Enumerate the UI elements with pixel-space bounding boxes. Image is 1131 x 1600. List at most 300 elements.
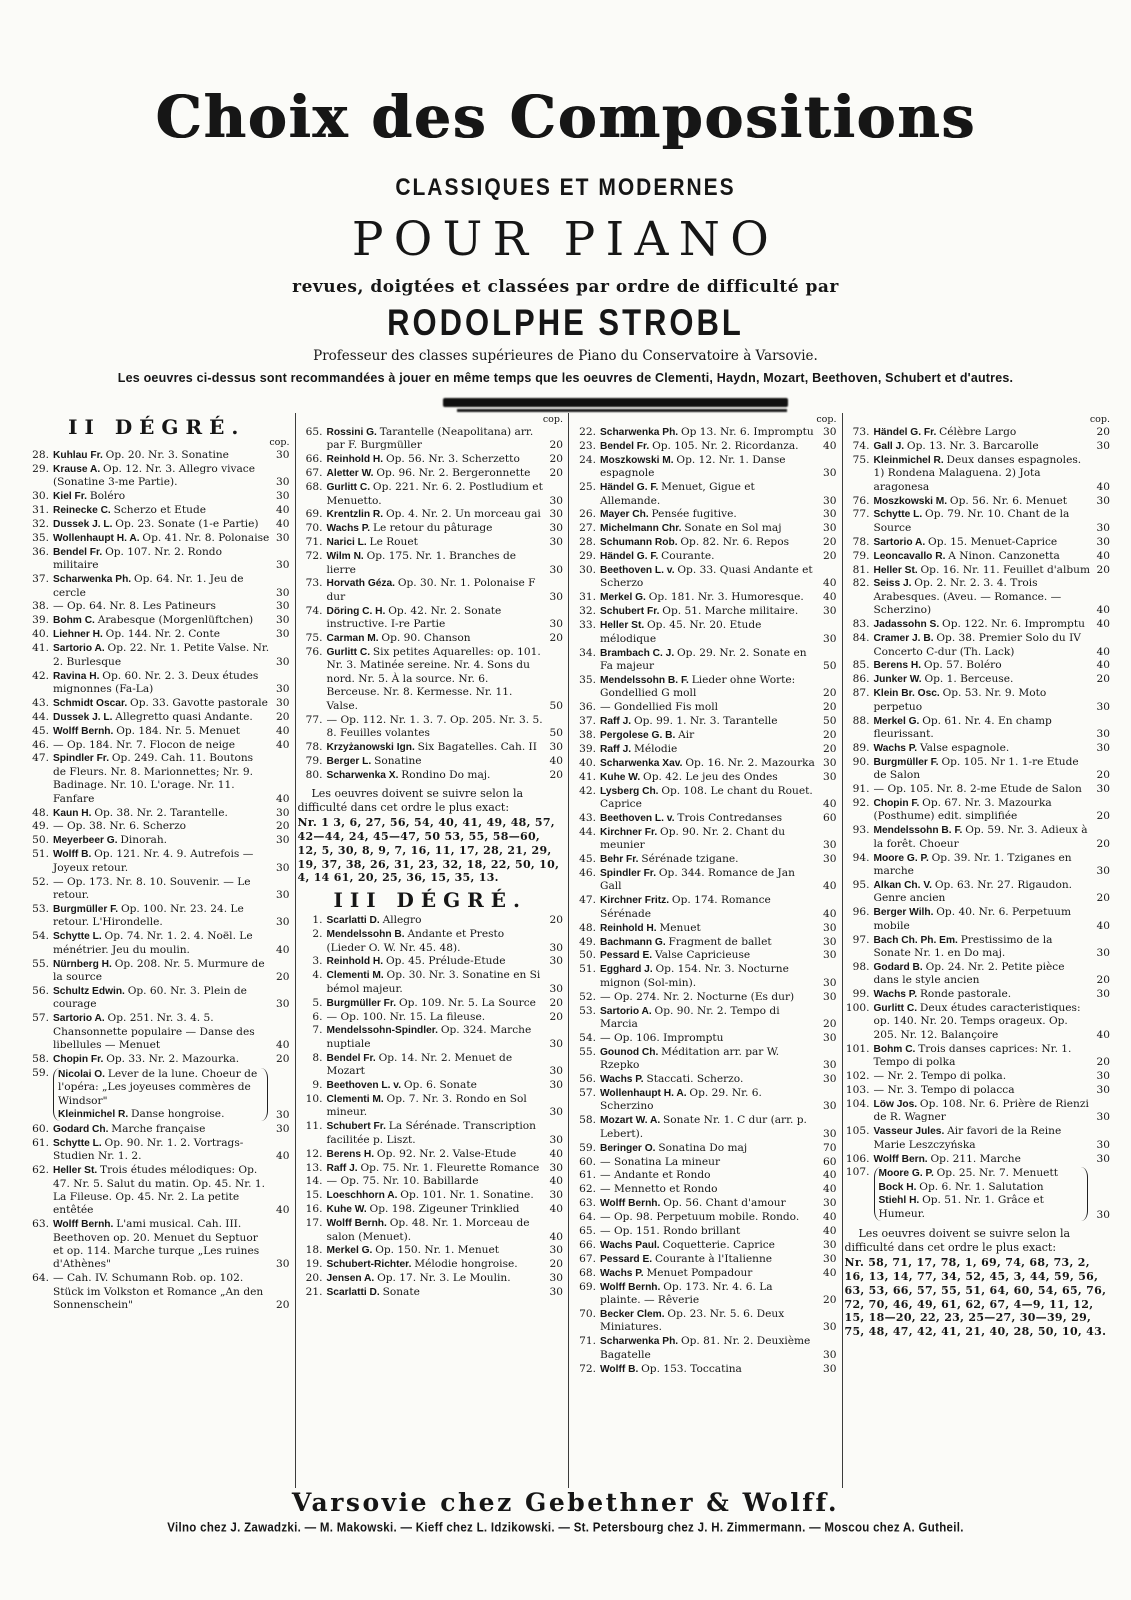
entry-price: 40 xyxy=(823,439,837,452)
entry-title: Händel G. F. Courante. xyxy=(600,550,715,563)
entry-price: 30 xyxy=(1096,494,1110,507)
catalog-entry xyxy=(845,1166,1111,1222)
entry-price: 40 xyxy=(276,943,290,956)
entry-title: Schytte L. Op. 74. Nr. 1. 2. 4. Noël. Le ménétrier. Jeu du moulin. xyxy=(53,930,253,956)
entry-number: 58. xyxy=(32,1052,49,1065)
catalog-entry xyxy=(571,936,837,949)
composer-name: Vasseur Jules. xyxy=(873,1126,948,1138)
entry-title: Bohm C. Trois danses caprices: Nr. 1. Tempo di polka xyxy=(873,1042,1072,1069)
entry-number: 32. xyxy=(32,518,49,531)
entry-title: Egghard J. Op. 154. Nr. 3. Nocturne mignon (Sol-min). xyxy=(600,963,789,989)
entry-number: 102. xyxy=(845,1070,870,1083)
catalog-entry xyxy=(298,1286,564,1299)
entry-price: 30 xyxy=(276,1122,290,1135)
catalog-column-2 xyxy=(296,413,570,1488)
composer-name: Moore G. P. xyxy=(873,852,932,864)
catalog-entry xyxy=(571,949,837,962)
entry-price: 50 xyxy=(823,659,837,672)
ink-smudge-bar xyxy=(443,398,788,407)
entry-price: 40 xyxy=(1096,659,1110,672)
composer-name: Heller St. xyxy=(600,620,647,632)
entry-number: 52. xyxy=(32,875,49,888)
entry-number: 42. xyxy=(579,784,596,797)
entry-title: Wolff Bernh. L'ami musical. Cah. III. Beethoven op. 20. Menuet du Septuor et op. 114. Marche turque „Les ruines d'Athènes" xyxy=(53,1218,260,1271)
catalog-entry xyxy=(298,522,564,535)
entry-price: 30 xyxy=(549,955,563,968)
catalog-entry xyxy=(24,504,290,517)
catalog-entry xyxy=(571,743,837,756)
entry-price: 40 xyxy=(549,1203,563,1216)
composer-name: Wolff B. xyxy=(53,849,95,861)
catalog-entry xyxy=(298,632,564,645)
composer-name: Alkan Ch. V. xyxy=(873,879,935,891)
entry-number: 51. xyxy=(579,963,596,976)
entry-number: 100. xyxy=(845,1002,870,1015)
entry-price: 30 xyxy=(823,1100,837,1113)
entry-number: 104. xyxy=(845,1097,870,1110)
entry-price: 30 xyxy=(823,853,837,866)
composer-name: Schultz Edwin. xyxy=(53,985,128,997)
catalog-entry xyxy=(571,440,837,453)
composer-name: Mozart W. A. xyxy=(600,1115,664,1127)
entry-price: 20 xyxy=(549,453,563,466)
entry-price: 40 xyxy=(1096,645,1110,658)
catalog-entry xyxy=(298,969,564,996)
entry-price: 40 xyxy=(549,1175,563,1188)
entry-number: 17. xyxy=(305,1217,323,1230)
entry-price: 30 xyxy=(549,740,563,753)
catalog-entry xyxy=(298,1011,564,1024)
entry-price: 20 xyxy=(549,914,563,927)
entry-number: 16. xyxy=(305,1203,323,1216)
composer-name: Schmidt Oscar. xyxy=(53,697,131,709)
entry-number: 106. xyxy=(845,1152,870,1165)
entry-title: Scarlatti D. Sonate xyxy=(326,1286,420,1299)
entry-title: Kuhe W. Op. 42. Le jeu des Ondes xyxy=(600,770,778,783)
composer-name: Schytte L. xyxy=(53,931,105,943)
entry-number: 54. xyxy=(579,1031,596,1044)
catalog-entry xyxy=(24,958,290,985)
composer-name: Clementi M. xyxy=(326,970,387,982)
entry-title: Narici L. Le Rouet xyxy=(326,536,418,549)
catalog-entry xyxy=(571,1073,837,1086)
entry-price: 30 xyxy=(823,1059,837,1072)
entry-title: Pessard E. Valse Capricieuse xyxy=(600,949,751,962)
entry-title: Mendelssohn B. F. Op. 59. Nr. 3. Adieux à la forêt. Choeur xyxy=(873,824,1088,850)
catalog-entry xyxy=(571,564,837,591)
entry-title: Moore G. P. Op. 39. Nr. 1. Tziganes en marche xyxy=(873,851,1072,877)
entry-title: Dussek J. L. Allegretto quasi Andante. xyxy=(53,710,253,723)
entry-part: Bock H. Op. 6. Nr. 1. Salutation xyxy=(878,1180,1044,1193)
catalog-entry xyxy=(571,454,837,481)
entry-number: 19. xyxy=(305,1258,323,1271)
composer-name: Burgmüller F. xyxy=(53,903,121,915)
entry-title: Becker Clem. Op. 23. Nr. 5. 6. Deux Miniatures. xyxy=(600,1308,785,1334)
catalog-entry xyxy=(298,481,564,508)
entry-number: 49. xyxy=(579,935,596,948)
entry-number: 80. xyxy=(305,768,323,781)
entry-title: Raff J. Op. 75. Nr. 1. Fleurette Romance xyxy=(326,1161,540,1174)
catalog-entry xyxy=(298,1120,564,1147)
entry-title: Bach Ch. Ph. Em. Prestissimo de la Sonate Nr. 1. en Do maj. xyxy=(873,933,1053,959)
composer-name: Pessard E. xyxy=(600,950,655,962)
entry-number: 40. xyxy=(579,756,596,769)
entry-price: 70 xyxy=(823,1141,837,1154)
catalog-entry xyxy=(571,550,837,563)
entry-number: 36. xyxy=(32,545,49,558)
entry-number: 24. xyxy=(579,453,596,466)
entry-title: Junker W. Op. 1. Berceuse. xyxy=(873,673,1014,686)
catalog-entry xyxy=(298,1079,564,1092)
entry-number: 67. xyxy=(305,467,323,480)
catalog-entry xyxy=(571,536,837,549)
entry-price: 40 xyxy=(823,797,837,810)
entry-number: 84. xyxy=(852,632,870,645)
catalog-entry xyxy=(24,903,290,930)
entry-title: Wollenhaupt H. A. Op. 29. Nr. 6. Scherzino xyxy=(600,1087,762,1113)
entry-number: 53. xyxy=(579,1004,596,1017)
entry-number: 66. xyxy=(579,1238,596,1251)
composer-name: Schubert Fr. xyxy=(326,1121,389,1133)
entry-number: 68. xyxy=(579,1266,596,1279)
entry-number: 81. xyxy=(852,563,870,576)
entry-price: 40 xyxy=(823,1169,837,1182)
price-column-label: cop. xyxy=(269,437,290,448)
entry-price: 30 xyxy=(549,522,563,535)
entry-title: Heller St. Op. 16. Nr. 11. Feuillet d'album xyxy=(873,563,1091,576)
entry-price: 40 xyxy=(276,504,290,517)
catalog-entry xyxy=(571,1308,837,1335)
catalog-entry xyxy=(571,1267,837,1280)
entry-price: 40 xyxy=(549,1230,563,1243)
entry-title: Chopin F. Op. 67. Nr. 3. Mazourka (Posthume) edit. simplifiée xyxy=(873,796,1052,823)
catalog-entry xyxy=(571,1253,837,1266)
entry-number: 66. xyxy=(305,453,323,466)
entry-price: 30 xyxy=(823,921,837,934)
catalog-entry xyxy=(24,1067,290,1123)
composer-name: Reinhold H. xyxy=(600,922,660,934)
composer-name: Scharwenka Xav. xyxy=(600,757,686,769)
entry-title: Gall J. Op. 13. Nr. 3. Barcarolle xyxy=(873,439,1039,452)
entry-price: 30 xyxy=(276,916,290,929)
entry-price: 20 xyxy=(276,1052,290,1065)
entry-price: 30 xyxy=(276,586,290,599)
composer-name: Gurlitt C. xyxy=(873,1003,920,1015)
composer-name: Kirchner Fr. xyxy=(600,826,661,838)
entry-number: 26. xyxy=(579,508,596,521)
catalog-entry xyxy=(571,729,837,742)
entry-price: 30 xyxy=(1096,865,1110,877)
composer-name: Egghard J. xyxy=(600,964,656,976)
entry-title: Gurlitt C. Deux études caracteristiques: op. 140. Nr. 20. Temps orageux. Op. 205. Nr. 12. Balançoire xyxy=(873,1002,1081,1041)
entry-number: 43. xyxy=(579,811,596,824)
composer-name: Meyerbeer G. xyxy=(53,835,121,847)
entry-price: 20 xyxy=(1096,837,1110,850)
composer-name: Michelmann Chr. xyxy=(600,523,685,535)
catalog-column-4 xyxy=(843,413,1116,1488)
entry-number: 77. xyxy=(852,508,870,521)
entry-number: 50. xyxy=(579,949,596,962)
composer-name: Wollenhaupt H. A. xyxy=(53,532,143,544)
composer-name: Händel G. F. xyxy=(600,551,662,563)
entry-price: 30 xyxy=(549,1065,563,1078)
composer-name: Wachs P. xyxy=(873,989,920,1001)
entry-number: 12. xyxy=(305,1147,323,1160)
catalog-entry xyxy=(845,1084,1111,1097)
entry-title: Wolff Bernh. Op. 48. Nr. 1. Morceau de salon (Menuet). xyxy=(326,1217,530,1243)
entry-title: Reinhold H. Op. 56. Nr. 3. Scherzetto xyxy=(326,453,520,466)
catalog-entry xyxy=(845,742,1111,755)
entry-price: 30 xyxy=(823,494,837,507)
composer-name: Chopin Fr. xyxy=(53,1053,107,1065)
entry-price: 30 xyxy=(276,531,290,544)
catalog-entry xyxy=(24,820,290,833)
composer-name: Aletter W. xyxy=(326,468,377,480)
entry-title: Wollenhaupt H. A. Op. 41. Nr. 8. Polonaise xyxy=(53,531,270,544)
entry-price: 30 xyxy=(276,449,290,461)
composer-name: Bendel Fr. xyxy=(326,1052,379,1064)
entry-number: 37. xyxy=(579,715,596,728)
entry-number: 54. xyxy=(32,930,49,943)
entry-number: 82. xyxy=(852,577,870,590)
instrument-title: POUR PIANO xyxy=(351,212,780,267)
entry-price: 30 xyxy=(549,508,563,521)
catalog-entry xyxy=(298,1258,564,1271)
catalog-entry xyxy=(24,670,290,697)
entry-number: 28. xyxy=(579,536,596,549)
catalog-entry xyxy=(24,834,290,847)
entry-number: 57. xyxy=(32,1012,49,1025)
entry-part: Moore G. P. Op. 25. Nr. 7. Menuett xyxy=(878,1167,1058,1180)
entry-price: 30 xyxy=(1096,1208,1110,1221)
entry-number: 15. xyxy=(305,1189,323,1202)
composer-name: Godard B. xyxy=(873,961,926,973)
entry-price: 20 xyxy=(823,1294,837,1307)
entry-number: 30. xyxy=(32,490,49,503)
entry-number: 89. xyxy=(852,741,870,754)
entry-title: Sartorio A. Op. 251. Nr. 3. 4. 5. Chansonnette populaire — Danse des libellules — Menuet xyxy=(53,1012,255,1051)
entry-title: — Mennetto et Rondo xyxy=(600,1183,718,1196)
entry-title: Berens H. Op. 92. Nr. 2. Valse-Etude xyxy=(326,1147,517,1160)
entry-price: 30 xyxy=(276,1109,290,1121)
composer-name: Heller St. xyxy=(873,564,921,576)
entry-number: 34. xyxy=(579,646,596,659)
composer-name: Krzyżanowski Ign. xyxy=(326,741,418,753)
entry-number: 47. xyxy=(579,894,596,907)
catalog-entry xyxy=(24,614,290,627)
composer-name: Bohm C. xyxy=(53,615,98,627)
entry-title: — Op. 274. Nr. 2. Nocturne (Es dur) xyxy=(600,990,795,1003)
entry-price: 30 xyxy=(549,1272,563,1285)
entry-title: Behr Fr. Sérénade tzigane. xyxy=(600,853,739,866)
entry-number: 69. xyxy=(305,508,323,521)
catalog-entry xyxy=(845,426,1111,439)
entry-title: Bohm C. Arabesque (Morgenlüftchen) xyxy=(53,614,254,627)
entry-price: 30 xyxy=(1096,535,1110,548)
composer-name: Cramer J. B. xyxy=(873,633,937,645)
catalog-entry xyxy=(298,914,564,927)
entry-price: 40 xyxy=(276,1204,290,1217)
entry-title: Berens H. Op. 57. Boléro xyxy=(873,659,1002,672)
composer-name: Berger L. xyxy=(326,755,375,767)
entry-price: 40 xyxy=(1096,604,1110,617)
entry-title: Godard B. Op. 24. Nr. 2. Petite pièce dans le style ancien xyxy=(873,960,1065,987)
composer-name: Pessard E. xyxy=(600,1253,655,1265)
entry-price: 40 xyxy=(1096,618,1110,631)
composer-name: Dussek J. L. xyxy=(53,519,116,531)
entry-number: 46. xyxy=(32,738,49,751)
catalog-entry xyxy=(845,632,1111,659)
catalog-entry xyxy=(571,1046,837,1073)
catalog-entry xyxy=(571,605,837,618)
entry-title: Reinecke C. Scherzo et Etude xyxy=(53,504,207,517)
entry-number: 2. xyxy=(312,928,323,941)
entry-title: — Nr. 2. Tempo di polka. xyxy=(873,1070,1007,1083)
composer-name: Reinhold H. xyxy=(326,454,386,466)
entry-number: 39. xyxy=(32,614,49,627)
composer-name: Godard Ch. xyxy=(53,1123,112,1135)
entry-title: Berger L. Sonatine xyxy=(326,754,422,767)
entry-price: 40 xyxy=(549,1147,563,1160)
entry-number: 53. xyxy=(32,902,49,915)
catalog-entry xyxy=(298,605,564,632)
page-footer xyxy=(0,1488,1131,1534)
catalog-entry xyxy=(845,687,1111,714)
composer-name: Gurlitt C. xyxy=(326,647,373,658)
entry-price: 30 xyxy=(1096,700,1110,713)
catalog-entry xyxy=(571,771,837,784)
distributors-line: Vilno chez J. Zawadzki. — M. Makowski. — Kieff chez L. Idzikowski. — St. Petersbourg chez J. H. Zimmermann. — Moscou chez A. Gutheil. xyxy=(167,1521,964,1535)
entry-number: 3. xyxy=(312,955,323,968)
composer-name: Bendel Fr. xyxy=(53,546,106,558)
entry-price: 30 xyxy=(823,605,837,618)
entry-number: 59. xyxy=(32,1066,49,1079)
composer-name: Beethoven L. v. xyxy=(600,565,678,577)
entry-price: 30 xyxy=(276,628,290,641)
entry-title: Beethoven L. v. Trois Contredanses xyxy=(600,811,783,824)
entry-number: 31. xyxy=(32,504,49,517)
entry-number: 88. xyxy=(852,714,870,727)
entry-price: 30 xyxy=(276,806,290,819)
entry-number: 74. xyxy=(305,604,323,617)
catalog-entry xyxy=(24,1123,290,1136)
catalog-entry xyxy=(24,600,290,613)
composer-name: Gall J. xyxy=(873,440,907,452)
catalog-entry xyxy=(845,659,1111,672)
entry-price: 20 xyxy=(549,996,563,1009)
entry-title: — Op. 184. Nr. 7. Flocon de neige xyxy=(53,738,236,751)
entry-price: 20 xyxy=(276,820,290,833)
entry-title: Horvath Géza. Op. 30. Nr. 1. Polonaise F dur xyxy=(326,577,536,603)
composer-name: Wachs P. xyxy=(873,742,920,754)
entry-number: 48. xyxy=(579,921,596,934)
catalog-entry xyxy=(845,961,1111,988)
entry-title: Clementi M. Op. 7. Nr. 3. Rondo en Sol mineur. xyxy=(326,1093,527,1119)
entry-title: Mayer Ch. Pensée fugitive. xyxy=(600,508,737,521)
entry-number: 36. xyxy=(579,701,596,714)
catalog-entry xyxy=(24,697,290,710)
entry-title: Wachs P. Le retour du pâturage xyxy=(326,522,493,535)
entry-number: 14. xyxy=(305,1175,323,1188)
catalog-entry xyxy=(845,906,1111,933)
entry-title: — Op. 38. Nr. 6. Scherzo xyxy=(53,820,187,833)
composer-name: Spindler Fr. xyxy=(53,753,112,765)
entry-number: 37. xyxy=(32,573,49,586)
entry-number: 60. xyxy=(32,1122,49,1135)
entry-number: 25. xyxy=(579,481,596,494)
entry-price: 30 xyxy=(823,935,837,948)
entry-price: 20 xyxy=(823,701,837,714)
composer-name: Jadassohn S. xyxy=(873,619,943,631)
entry-price: 20 xyxy=(1096,892,1110,905)
entry-price: 40 xyxy=(276,1038,290,1051)
composer-name: Wolff Bernh. xyxy=(53,725,117,737)
catalog-entry xyxy=(571,522,837,535)
catalog-entry xyxy=(845,1070,1111,1083)
catalog-entry xyxy=(298,741,564,754)
entry-title: Wachs P. Staccati. Scherzo. xyxy=(600,1073,744,1086)
entry-number: 99. xyxy=(852,988,870,1001)
entry-title: Wolff Bern. Op. 211. Marche xyxy=(873,1152,1021,1165)
entry-price: 30 xyxy=(549,618,563,631)
catalog-entry xyxy=(571,647,837,674)
catalog-entry xyxy=(298,1093,564,1120)
entry-title: Kaun H. Op. 38. Nr. 2. Tarantelle. xyxy=(53,806,228,819)
composer-name: Dussek J. L. xyxy=(53,711,116,723)
catalog-entry xyxy=(298,508,564,521)
catalog-entry xyxy=(571,922,837,935)
entry-number: 44. xyxy=(579,825,596,838)
entry-title: Burgmüller Fr. Op. 109. Nr. 5. La Source xyxy=(326,996,536,1009)
entry-title: Bendel Fr. Op. 105. Nr. 2. Ricordanza. xyxy=(600,439,799,452)
catalog-entry xyxy=(571,508,837,521)
entry-number: 22. xyxy=(579,426,596,438)
entry-title: Mendelssohn B. F. Lieder ohne Worte: Gondellied G moll xyxy=(600,673,796,700)
catalog-entry xyxy=(845,1098,1111,1125)
catalog-entry xyxy=(845,879,1111,906)
entry-price: 30 xyxy=(823,1127,837,1140)
entry-title: Liehner H. Op. 144. Nr. 2. Conte xyxy=(53,628,221,641)
entry-number: 90. xyxy=(852,755,870,768)
entry-number: 70. xyxy=(579,1308,596,1320)
composer-name: Horvath Géza. xyxy=(326,578,398,590)
catalog-entry xyxy=(298,536,564,549)
composer-name: Wolff Bernh. xyxy=(53,1219,117,1231)
entry-number: 55. xyxy=(32,957,49,970)
entry-number: 21. xyxy=(305,1286,323,1299)
composer-name: Kleinmichel R. xyxy=(58,1109,132,1120)
entry-price: 40 xyxy=(823,880,837,893)
composer-name: Sartorio A. xyxy=(600,1005,655,1017)
entry-number: 92. xyxy=(852,796,870,809)
catalog-entry xyxy=(298,550,564,577)
entry-title: Cramer J. B. Op. 38. Premier Solo du IV Concerto C-dur (Th. Lack) xyxy=(873,632,1081,658)
composer-name: Merkel G. xyxy=(600,592,649,604)
entry-number: 45. xyxy=(579,853,596,866)
entry-title: Jensen A. Op. 17. Nr. 3. Le Moulin. xyxy=(326,1272,511,1285)
entry-price: 60 xyxy=(823,1155,837,1168)
entry-number: 71. xyxy=(579,1335,596,1348)
catalog-entry xyxy=(571,481,837,508)
entry-price: 40 xyxy=(823,907,837,920)
entry-title: Raff J. Mélodie xyxy=(600,742,678,755)
entry-number: 75. xyxy=(852,453,870,466)
entry-number: 59. xyxy=(579,1141,596,1154)
catalog-entry xyxy=(298,1217,564,1244)
entry-title: Chopin Fr. Op. 33. Nr. 2. Mazourka. xyxy=(53,1052,240,1065)
entry-title: Schytte L. Op. 79. Nr. 10. Chant de la Source xyxy=(873,508,1070,534)
catalog-entry xyxy=(845,536,1111,549)
